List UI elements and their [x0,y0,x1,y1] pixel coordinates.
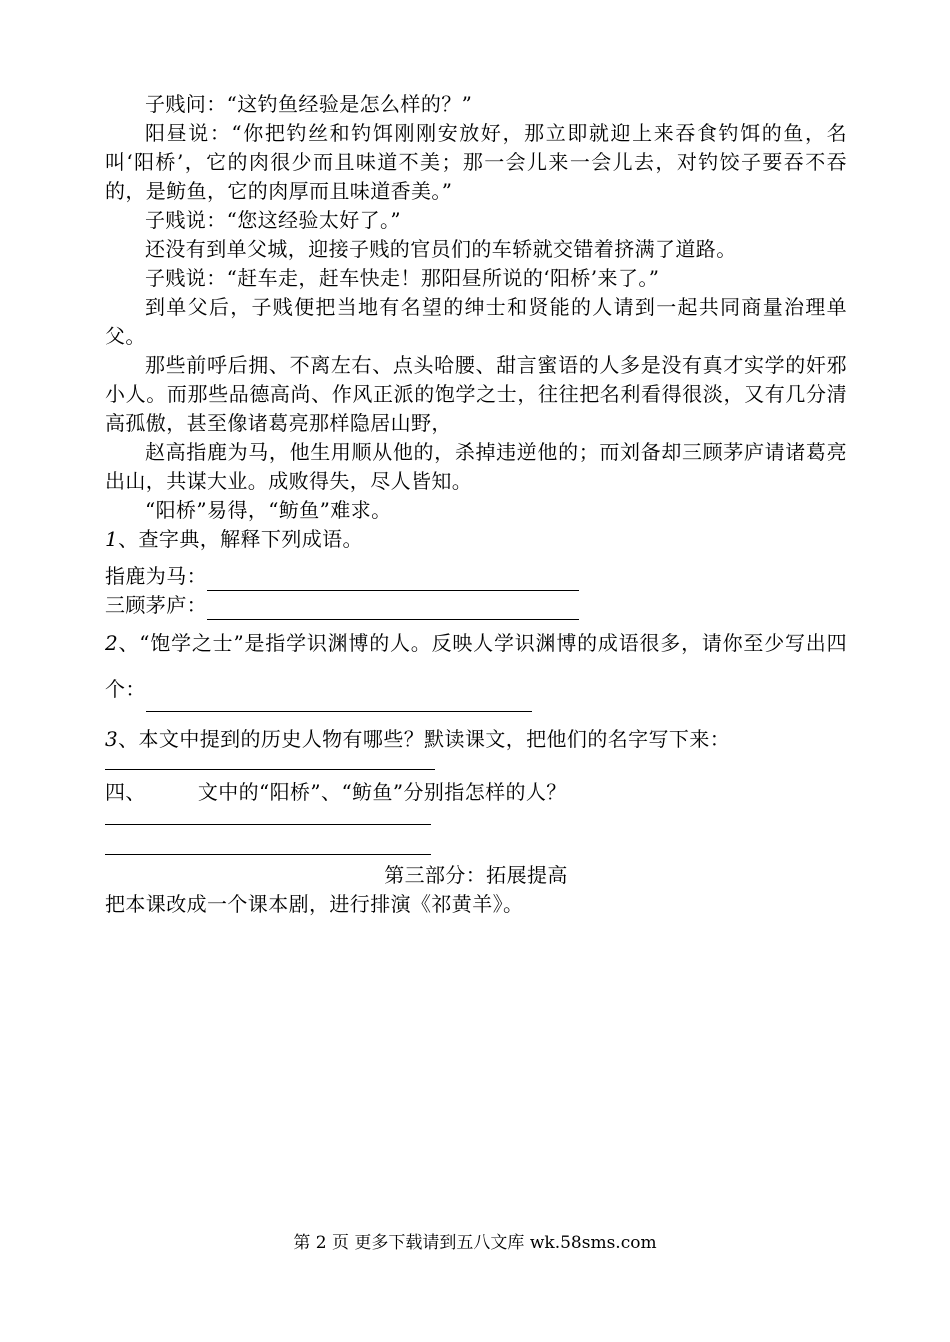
question-4 [105,778,847,807]
answer-blank-1[interactable] [207,568,579,591]
question-1-item-1 [105,562,847,591]
paragraph-1: 子贱问：“这钓鱼经验是怎么样的？” [145,92,473,116]
question-4-number: 四、 [105,780,146,804]
section-3-title: 第三部分：拓展提高 [384,863,568,887]
question-1-item-2 [105,591,847,620]
answer-blank-3[interactable] [146,689,532,712]
paragraph-6: 到单父后，子贱便把当地有名望的绅士和贤能的人请到一起共同商量治理单父。 [105,295,847,348]
question-1-text: 、查字典，解释下列成语。 [118,527,363,551]
paragraph-7: 那些前呼后拥、不离左右、点头哈腰、甜言蜜语的人多是没有真才实学的奸邪小人。而那些品德高尚、作风正派的饱学之士，往往把名利看得很淡，又有几分清高孤傲，甚至像诸葛亮那样隐居山野， [105,353,847,435]
question-3 [105,725,847,754]
paragraph-5: 子贱说：“赶车走，赶车快走！那阳昼所说的‘阳桥’来了。” [145,266,660,290]
question-2 [105,620,847,712]
document-body [105,90,847,919]
question-4-text: 文中的“阳桥”、“鲂鱼”分别指怎样的人？ [197,780,567,804]
paragraph-3: 子贱说：“您这经验太好了。” [145,208,402,232]
answer-blank-2[interactable] [207,597,579,620]
question-2-text: 、“饱学之士”是指学识渊博的人。反映人学识渊博的成语很多，请你至少写出四个： [105,631,847,701]
question-1-number: 1 [105,527,119,551]
section-3-task: 把本课改成一个课本剧，进行排演《祁黄羊》。 [105,892,524,916]
question-3-text: 、本文中提到的历史人物有哪些？默读课文，把他们的名字写下来： [118,727,731,751]
question-1 [105,525,847,554]
paragraph-4: 还没有到单父城，迎接子贱的官员们的车轿就交错着挤满了道路。 [145,237,737,261]
question-3-number: 3 [105,727,119,751]
idiom-label-1: 指鹿为马： [105,564,207,588]
paragraph-2: 阳昼说：“你把钓丝和钓饵刚刚安放好，那立即就迎上来吞食钓饵的鱼，名叫‘阳桥’，它的肉很少而且味道不美；那一会儿来一会儿去，对钓饺子要吞不吞的，是鲂鱼，它的肉厚而且味道香美。” [105,121,847,203]
paragraph-8: 赵高指鹿为马，他生用顺从他的，杀掉违逆他的；而刘备却三顾茅庐请诸葛亮出山，共谋大业。成败得失，尽人皆知。 [105,440,847,493]
question-2-number: 2 [105,631,119,655]
page-footer: 第 2 页 更多下载请到五八文库 wk.58sms.com [293,1233,657,1253]
idiom-label-2: 三顾茅庐： [105,593,207,617]
paragraph-9: “阳桥”易得，“鲂鱼”难求。 [145,498,392,522]
